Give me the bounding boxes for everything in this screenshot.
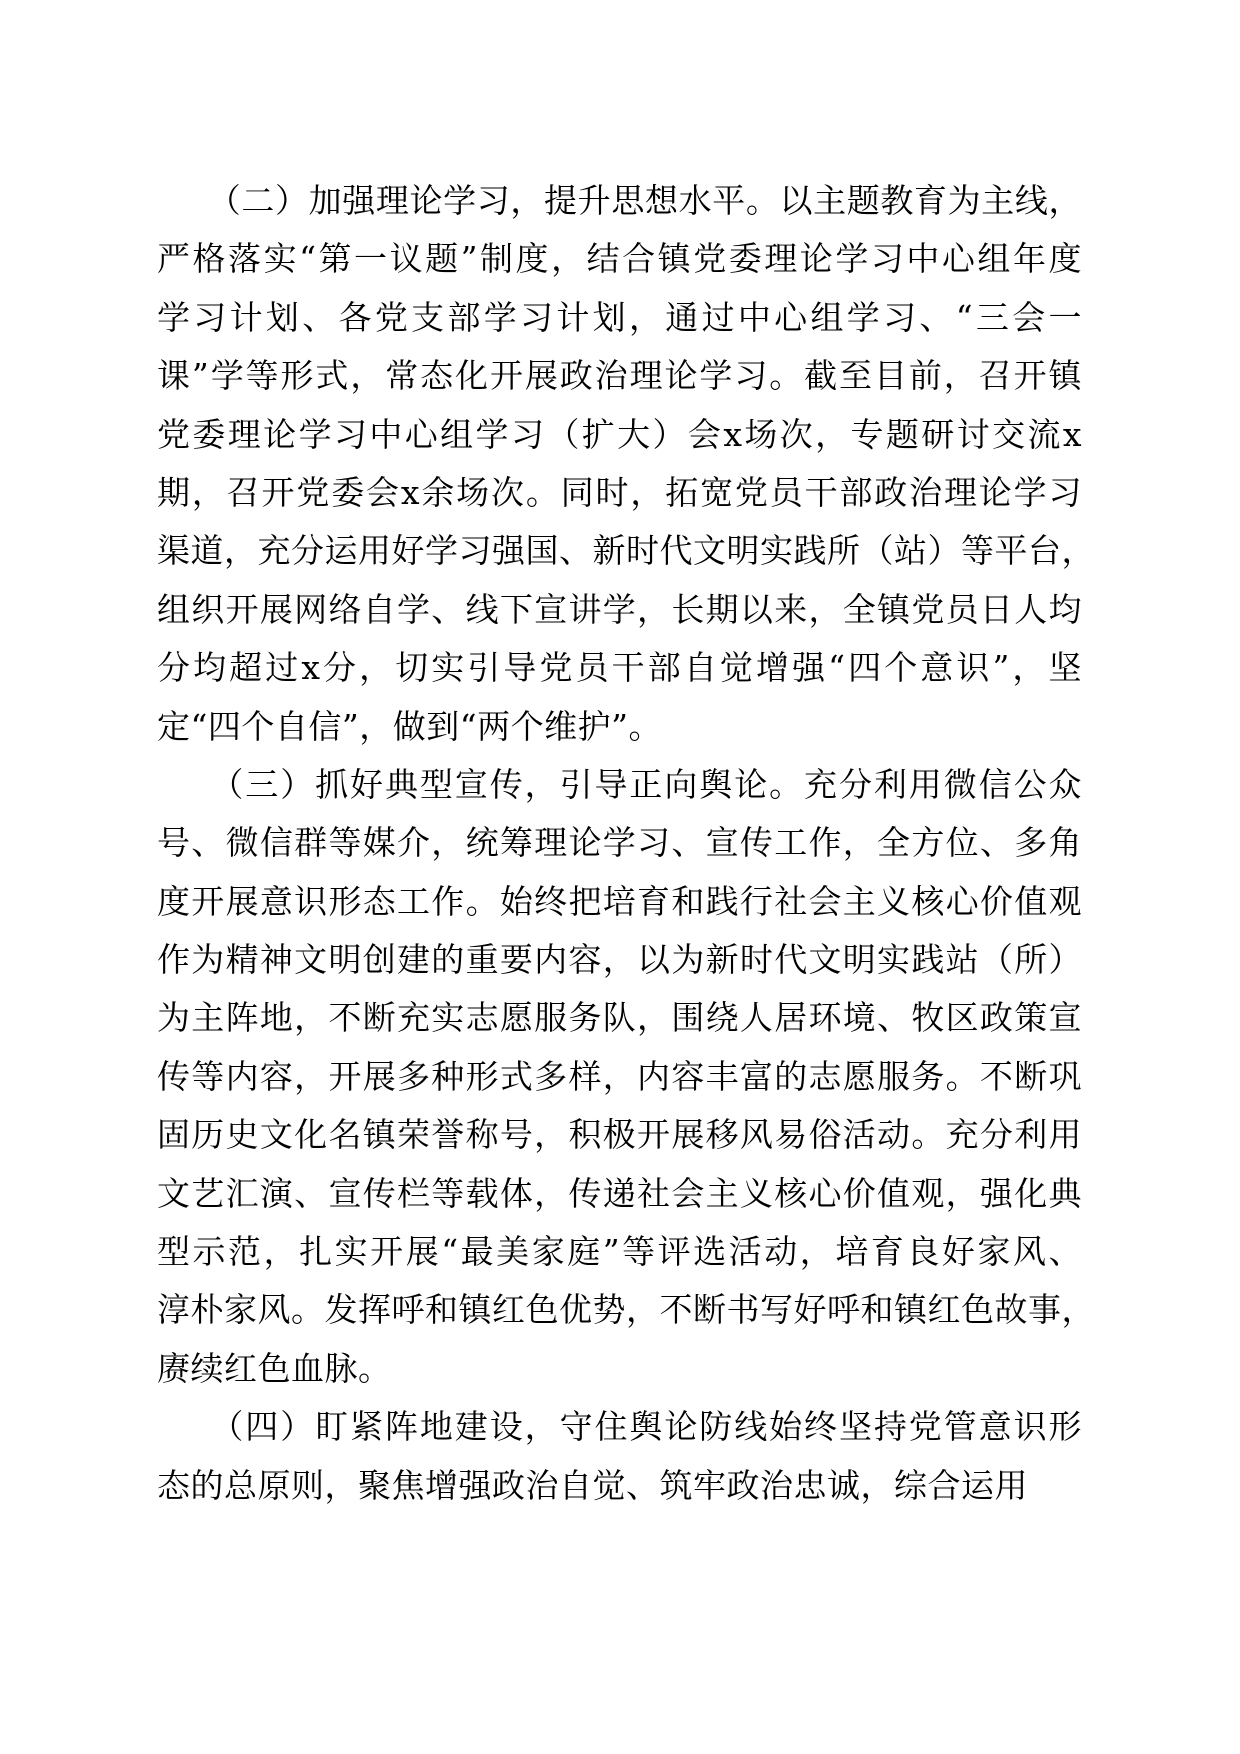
text-line: 课”学等形式，常态化开展政治理论学习。截至目前，召开镇 (157, 356, 1082, 396)
text-line: 度开展意识形态工作。始终把培育和践行社会主义核心价值观 (157, 881, 1082, 921)
text-line: 文艺汇演、宣传栏等载体，传递社会主义核心价值观，强化典 (157, 1173, 1082, 1213)
text-line: 号、微信群等媒介，统筹理论学习、宣传工作，全方位、多角 (157, 823, 1082, 863)
text-line: （三）抓好典型宣传，引导正向舆论。充分利用微信公众 (157, 764, 1082, 804)
text-line: （四）盯紧阵地建设，守住舆论防线始终坚持党管意识形 (157, 1407, 1082, 1447)
text-line: 期，召开党委会x余场次。同时，拓宽党员干部政治理论学习 (157, 472, 1082, 512)
paragraph-position-building (157, 1398, 1082, 1515)
text-line: 型示范，扎实开展“最美家庭”等评选活动，培育良好家风、 (157, 1232, 1082, 1272)
text-line: 渠道，充分运用好学习强国、新时代文明实践所（站）等平台， (157, 531, 1095, 571)
text-line: 淳朴家风。发挥呼和镇红色优势，不断书写好呼和镇红色故事， (157, 1290, 1095, 1330)
text-line: （二）加强理论学习，提升思想水平。以主题教育为主线， (157, 181, 1082, 220)
text-line: 态的总原则，聚焦增强政治自觉、筑牢政治忠诚，综合运用 (157, 1465, 1028, 1505)
text-line: 定“四个自信”，做到“两个维护”。 (157, 706, 662, 746)
text-line: 为主阵地，不断充实志愿服务队，围绕人居环境、牧区政策宣 (157, 998, 1082, 1038)
text-line: 严格落实“第一议题”制度，结合镇党委理论学习中心组年度 (157, 239, 1082, 279)
paragraph-theory-study (157, 172, 1095, 756)
document-body (157, 172, 1095, 1515)
text-line: 固历史文化名镇荣誉称号，积极开展移风易俗活动。充分利用 (157, 1115, 1082, 1155)
text-line: 组织开展网络自学、线下宣讲学，长期以来，全镇党员日人均 (157, 589, 1082, 629)
text-line: 传等内容，开展多种形式多样，内容丰富的志愿服务。不断巩 (157, 1056, 1082, 1096)
text-line: 学习计划、各党支部学习计划，通过中心组学习、“三会一 (157, 297, 1082, 337)
text-line: 赓续红色血脉。 (157, 1348, 392, 1388)
text-line: 作为精神文明创建的重要内容，以为新时代文明实践站（所） (157, 940, 1082, 980)
text-line: 分均超过x分，切实引导党员干部自觉增强“四个意识”，坚 (157, 648, 1082, 688)
paragraph-typical-publicity (157, 756, 1095, 1398)
text-line: 党委理论学习中心组学习（扩大）会x场次，专题研讨交流x (157, 414, 1082, 454)
